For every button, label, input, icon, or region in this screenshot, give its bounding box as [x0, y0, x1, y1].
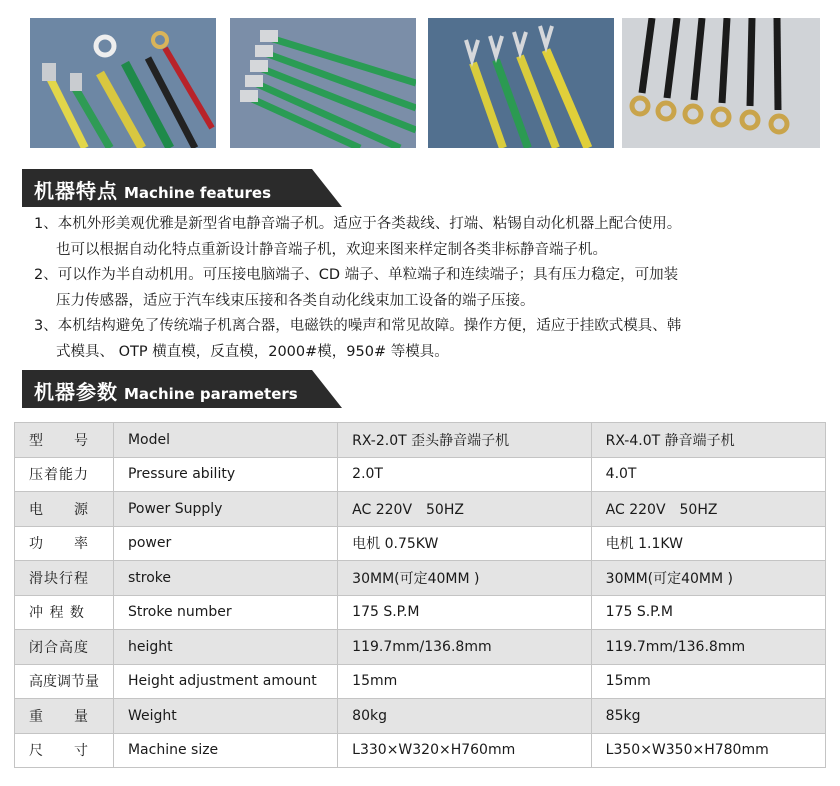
param-name-en: Stroke number: [113, 595, 337, 630]
features-list: [34, 212, 824, 365]
param-value-b: 电机 1.1KW: [591, 526, 825, 561]
table-row: [15, 630, 826, 665]
param-name-zh: 型 号: [15, 423, 114, 458]
param-name-en: Pressure ability: [113, 457, 337, 492]
param-name-zh: 滑块行程: [15, 561, 114, 596]
param-name-zh: 尺 寸: [15, 733, 114, 768]
feature-line: 式模具、 OTP 横直模，反直模，2000#模，950# 等模具。: [56, 343, 449, 360]
param-value-b: 85kg: [591, 699, 825, 734]
features-title-en: Machine features: [124, 184, 272, 202]
param-name-en: height: [113, 630, 337, 665]
param-name-en: Weight: [113, 699, 337, 734]
param-value-b: 4.0T: [591, 457, 825, 492]
feature-item: [34, 314, 824, 365]
param-name-zh: 闭合高度: [15, 630, 114, 665]
photo-green-wires: [230, 18, 416, 148]
params-title-zh: 机器参数: [34, 380, 118, 404]
param-value-a: AC 220V 50HZ: [338, 492, 592, 527]
param-name-zh: 功 率: [15, 526, 114, 561]
feature-item: [34, 212, 824, 263]
feature-line: 也可以根据自动化特点重新设计静音端子机，欢迎来图来样定制各类非标静音端子机。: [56, 241, 607, 258]
feature-line: 2、可以作为半自动机用。可压接电脑端子、CD 端子、单粒端子和连续端子；具有压力稳定，可加装: [34, 267, 679, 283]
table-row: [15, 595, 826, 630]
param-value-b: 15mm: [591, 664, 825, 699]
param-value-b: L350×W350×H780mm: [591, 733, 825, 768]
param-name-zh: 高度调节量: [15, 664, 114, 699]
param-name-en: Power Supply: [113, 492, 337, 527]
param-value-a: 175 S.P.M: [338, 595, 592, 630]
param-value-a: 2.0T: [338, 457, 592, 492]
params-title: [34, 376, 298, 405]
table-row: [15, 664, 826, 699]
param-name-zh: 冲 程 数: [15, 595, 114, 630]
table-row: [15, 561, 826, 596]
param-name-en: power: [113, 526, 337, 561]
feature-item: [34, 263, 824, 314]
params-section-header: [22, 370, 342, 408]
param-name-en: Machine size: [113, 733, 337, 768]
param-value-b: RX-4.0T 静音端子机: [591, 423, 825, 458]
table-row: [15, 733, 826, 768]
param-name-en: Model: [113, 423, 337, 458]
param-value-a: L330×W320×H760mm: [338, 733, 592, 768]
param-value-b: 30MM(可定40MM ): [591, 561, 825, 596]
table-row: [15, 526, 826, 561]
param-value-b: 175 S.P.M: [591, 595, 825, 630]
param-value-a: RX-2.0T 歪头静音端子机: [338, 423, 592, 458]
photo-strip: [30, 18, 820, 148]
photo-fork-terminals: [428, 18, 614, 148]
param-name-zh: 压着能力: [15, 457, 114, 492]
feature-line: 压力传感器，适应于汽车线束压接和各类自动化线束加工设备的端子压接。: [56, 292, 535, 309]
table-row: [15, 699, 826, 734]
params-title-en: Machine parameters: [124, 385, 298, 403]
param-value-b: 119.7mm/136.8mm: [591, 630, 825, 665]
feature-line: 3、本机结构避免了传统端子机离合器，电磁铁的噪声和常见故障。操作方便，适应于挂欧式模具、韩: [34, 318, 682, 334]
param-name-en: stroke: [113, 561, 337, 596]
table-row: [15, 492, 826, 527]
table-row: [15, 423, 826, 458]
param-value-b: AC 220V 50HZ: [591, 492, 825, 527]
params-table: [14, 422, 826, 768]
param-name-en: Height adjustment amount: [113, 664, 337, 699]
table-row: [15, 457, 826, 492]
param-value-a: 30MM(可定40MM ): [338, 561, 592, 596]
param-value-a: 15mm: [338, 664, 592, 699]
param-name-zh: 重 量: [15, 699, 114, 734]
photo-ring-terminals: [622, 18, 820, 148]
param-name-zh: 电 源: [15, 492, 114, 527]
features-title-zh: 机器特点: [34, 179, 118, 203]
features-section-header: [22, 169, 342, 207]
param-value-a: 电机 0.75KW: [338, 526, 592, 561]
features-title: [34, 175, 271, 204]
feature-line: 1、本机外形美观优雅是新型省电静音端子机。适应于各类裁线、打端、粘锡自动化机器上配合使用。: [34, 216, 682, 232]
photo-terminal-wires: [30, 18, 216, 148]
param-value-a: 80kg: [338, 699, 592, 734]
param-value-a: 119.7mm/136.8mm: [338, 630, 592, 665]
